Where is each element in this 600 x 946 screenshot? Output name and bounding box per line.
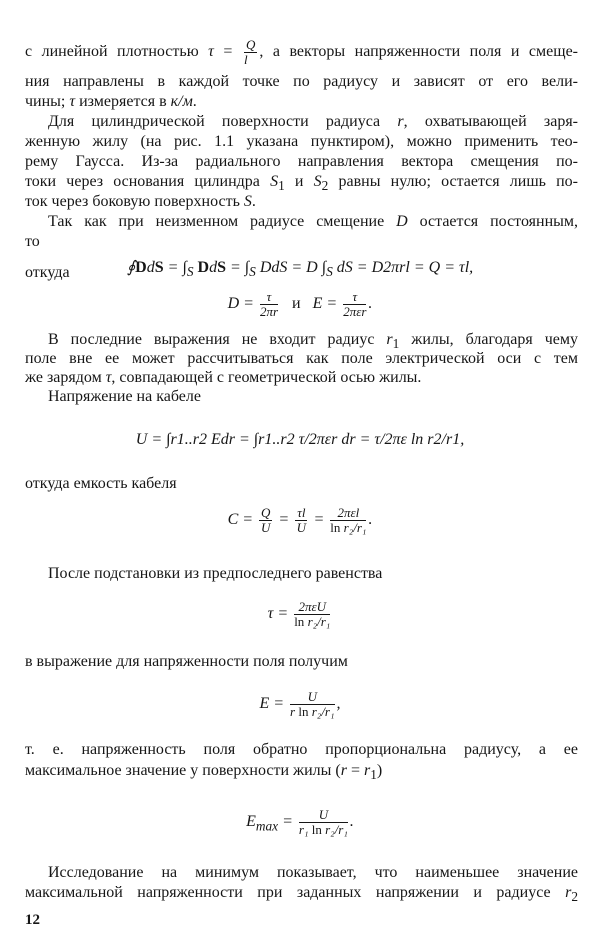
text-line: токи через основания цилиндра $S_1$ и $S_2$ равны нулю; остается лишь по- [25,173,579,194]
equation-e: E = $\frac{U}{\text{r ln r₂/r₁}}$ , [259,689,341,719]
text-line: женную жилу (на рис. 1.1 указана пунктиром), можно применить тео- [25,133,578,150]
text-line: же зарядом τ, совпадающей с геометрической осью жилы. [25,369,422,386]
text-line: В последние выражения не входит радиус $r_1$ жилы, благодаря чему [48,331,578,352]
equation-tau: τ = 2πεU ln r₂/r₁ [267,599,331,629]
text-line: то [25,233,40,250]
text-line: откуда [25,264,70,281]
text-line: максимальной напряженности при заданных напряжении и радиусе $r_2$ [25,884,578,905]
page-number: 12 [25,912,40,928]
text-line: Исследование на минимум показывает, что наименьшее значение [48,864,578,881]
text-line: поле вне ее может рассчитываться как поле электрической оси с тем [25,350,578,367]
text-line: в выражение для напряженности поля получим [25,653,348,670]
text-line: ток через боковую поверхность S. [25,193,256,210]
equation-voltage: U = ∫r1..r2 Edr = ∫r1..r2 τ/2πεr dr = τ/2πε ln r2/r1, [135,431,465,448]
text-line: Для цилиндрической поверхности радиуса r, охватывающей заря- [48,113,579,130]
text-line: т. е. напряженность поля обратно пропорциональна радиусу, а ее [25,741,578,758]
text-line: Напряжение на кабеле [48,388,201,405]
text-line: с линейной плотностью τ = $\frac{Q}{l}$ , а векторы напряженности поля и смеще- [25,37,578,67]
text-line: чины; τ измеряется в к/м. [25,93,197,110]
text-line: Так как при неизменном радиусе смещение D остается постоянным, [48,213,579,230]
equation-emax: $E_{max}$ = $\frac{U}{\text{r₁ ln r₂/r₁}}$ . [246,807,354,837]
equation-capacitance: C = $\frac{Q}{U}$ = $\frac{\tau l}{U}$ = 2πεl ln r₂/r₁ . [227,505,373,535]
text-line: максимальное значение у поверхности жилы $(r = r_1)$ [25,762,383,783]
text-line: После подстановки из предпоследнего равенства [48,565,383,582]
text-line: ния направлены в каждой точке по радиусу и зависят от его вели- [25,73,578,90]
text-line: откуда емкость кабеля [25,475,177,492]
equation-gauss: ∮DdS = $\int_S$ DdS = $\int_S$ DdS = D $\int_S$ dS = D2πrl = Q = τl, [126,259,474,280]
text-line: рему Гаусса. Из-за радиального направления вектора смещения по- [25,153,578,170]
equation-d-e: D = $\frac{\tau}{2\pi r}$ и E = τ 2πεr . [227,289,373,319]
